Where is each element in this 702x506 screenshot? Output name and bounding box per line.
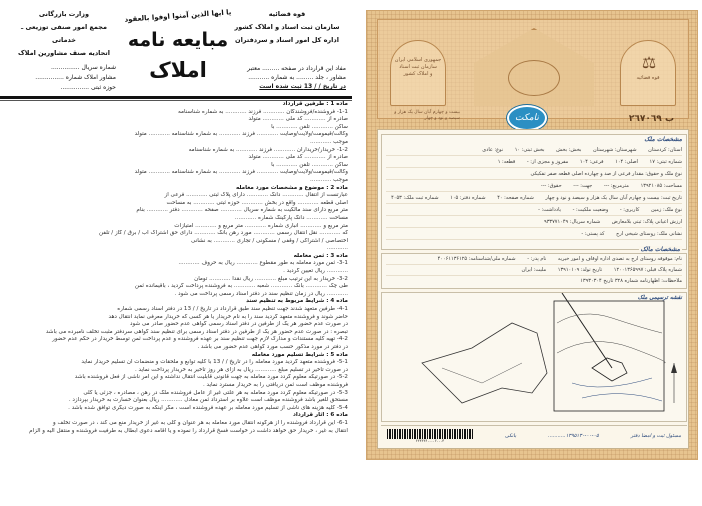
contract-line: متر مربع و ............ انباری شماره ............ متر مربع و ............ امتیازات <box>174 222 348 229</box>
contract-line: 3-1- ثمن مورد معامله به طور مقطوع ............ ریال به حروف ............ <box>178 260 348 267</box>
contract-line: 5-2- در صورتیکه معلوم گردد مورد معامله به جهت قانونی قابلیت انتقال نداشته و این امر ناشی از فعل فروشنده باشد <box>74 374 348 381</box>
contract-line: 3-2- خریدار به این ترتیب مبلغ ............ ریال نقدا ............ تومان <box>194 275 348 282</box>
contract-header <box>0 0 352 96</box>
deed-ornamental-header <box>377 19 689 124</box>
property-info-box <box>381 134 687 250</box>
property-row: ارزش اعیانی پلاک: ثبتی بلامعارض شماره سریال: ۹۳۳۷۷۱۰۴۹ <box>386 219 682 228</box>
contract-line: انتقال به غیر ، خریدار حق خواهد داشت در خواست فسخ قرارداد را نموده و یا اقامه دعوی ابطال به طرفیت فروشنده و منتقل الیه و الزام <box>29 427 348 434</box>
contract-line: مستحق للغیر باشد فروشنده موظف است علاوه بر استرداد ثمن معادل ............ ریال بعنوان خسارت به خریدار بپردازد . <box>68 397 348 404</box>
contract-line: صادره از ............ کد ملی ............ متولد <box>248 154 348 161</box>
registry-zone-field[interactable]: حوزه ثبتی ............... <box>60 84 116 91</box>
deed-content <box>377 129 689 449</box>
contract-line: ............ <box>326 245 348 252</box>
property-map-box <box>381 292 687 422</box>
contract-line: 4-2- تهیه کلیه مستندات و مدارک لازم جهت تنظیم سند بر عهده فروشنده و عدم پرداخت ثمن توسط خریدار در حکم عدم حضور <box>52 336 348 343</box>
crest-medallion <box>508 60 560 96</box>
serial-number-field[interactable]: شماره سریال ............... <box>51 64 116 71</box>
contract-line: 1-2- خریدار/خریداران ............ فرزند ............ به شماره شناسنامه <box>188 146 348 153</box>
contract-line: 4-1- طرفین متعهد شدند جهت تنظیم سند طبق قرارداد در تاریخ / / 13 در دفتر اسناد رسمی شماره <box>117 306 348 313</box>
ministry-line: وزارت بازرگانی <box>38 10 90 18</box>
contract-line: که ............ نقل انتقال رسمی ............ مورد رهن بانک ............ دارای حق اشتراک آب / برق / گاز / تلفن <box>99 230 348 237</box>
ministry-header-block <box>8 8 120 60</box>
right-arch-line: قوه قضائیه <box>636 75 660 81</box>
contract-line: در صورت عدم حضور هر یک از طرفین در دفتر اسناد رسمی گواهی عدم حضور صادر می شود <box>130 321 348 328</box>
contract-line: طی چک ............ بانک ............ شعبه ............ به فروشنده پرداخت گردید ، باقیمانده ثمن <box>134 283 348 290</box>
map-section-title: نقشه ترسیمی ملک <box>637 295 682 301</box>
owner-row: ملاحظات: اظهارنامه شماره ۳۲۸ تاریخ ۱۳۹۳۰۳۰۴ <box>580 278 682 284</box>
contract-line: حاضر شوند و فروشنده متعهد گردید سند را به نام خریدار یا هر کسی که خریدار معرفی نماید انتقال دهد <box>108 313 348 320</box>
article-heading: ماده 5 : شرایط تسلیم مورد معامله <box>251 351 348 358</box>
article-heading: ماده 1 : طرفین قرارداد <box>282 101 348 107</box>
contract-body <box>4 101 348 435</box>
property-row: نوع ملک و حقوق: مقدار فرعی از صد و چهارده اصلی قطعه صفر تفکیکی <box>386 171 682 180</box>
owner-info-box <box>381 246 687 289</box>
contract-line: ............ ریال تعیین گردید . <box>283 268 348 275</box>
contract-line: اختصاصی / اشتراکی / وقفی / مسکونی / تجاری ............ به نشانی <box>190 237 348 244</box>
contract-line: 5-3- در صورتیکه معلوم گردد مورد معامله به هر علتی غیر از عامل فروشنده ملک در رهن ، مصادره ، جزئی یا کلی <box>83 389 348 396</box>
contract-line: 5-4- کلیه هزینه های ناشی از تسلیم مورد معامله بر عهده فروشنده است ، مگر اینکه به صورت دیگری توافق شده باشد . <box>68 404 348 411</box>
contract-line: وکالت/قیمومت/ولایت/وصایت ............ فرزند ............ به شماره شناسنامه ............ متولد <box>134 131 348 138</box>
contract-line: موجب ............ <box>310 138 348 145</box>
contract-line: ساکن ............ تلفن ............ با <box>271 161 348 168</box>
contract-line: 1-1- فروشنده/فروشندگان ............ فرزند ............ به شماره شناسنامه <box>177 108 348 115</box>
barcode-number: ۲۲۳۶۳۶۰۰۰۰۶۰۰۰۳ <box>415 438 445 443</box>
contract-line: اصلی قطعه ............ واقع در بخش ............ حوزه ثبتی ............ به مساحت <box>166 199 348 206</box>
deed-seal: نامکت <box>507 105 547 131</box>
article-heading: ماده 2 : موضوع و مشخصات مورد معامله <box>235 184 348 191</box>
contract-subtitle: املاک <box>149 58 207 82</box>
property-row: نوع ملک: زمین کاربری: - وضعیت ملکیت: - یادداشت: - <box>386 207 682 216</box>
meta-date-line: در تاریخ / / 13 ثبت شده است <box>259 83 346 90</box>
left-arch-panel <box>390 40 446 106</box>
notary-office-line: اداره کل امور اسناد و سردفتران <box>235 36 339 44</box>
left-arch-line: جمهوری اسلامی ایران <box>394 57 442 63</box>
serial-value: ٢٦٧٠٦٩ <box>628 114 662 124</box>
left-arch-line: و املاک کشور <box>403 71 433 77</box>
property-row: مساحت: ۱۳۹۲۱۰۸۵ مترمربع: --- جهت: --- حقوق: --- <box>386 183 682 192</box>
meta-volume-line: مشاور ، جلد ......... به شماره ........... <box>248 74 346 81</box>
property-row: شماره ثبتی: ۱۷ اصلی: ۱۰۴ فرعی: ۱۰۴ مفروز و مجزی از: - قطعه: ۱ <box>386 159 682 168</box>
serial-prefix: ب <box>664 114 674 124</box>
contract-line: مساحت ............ دانگ پارکینگ شماره ............ <box>234 214 348 221</box>
contract-line: در صورت تاخیر در تسلیم مبلغ ............ ریال به ازای هر روز تاخیر به خریدار پرداخت نماید . <box>134 366 348 373</box>
contract-line: ............ ریال در زمان تنظیم سند در دفتر اسناد رسمی پرداخت می شود . <box>174 290 348 297</box>
property-map-drawing <box>382 293 688 423</box>
judiciary-line: قوه قضائیه <box>268 10 306 18</box>
contract-line: 5-1- فروشنده متعهد گردید مورد معامله را در تاریخ / / 13 با کلیه توابع و ملحقات و منضمات آن تسلیم خریدار نماید <box>81 359 348 366</box>
property-row: تاریخ ثبت: بیست و چهارم آبان سال یک هزار و سیصد و نود و چهار شماره صفحه: ۴۰ شماره دفتر: ۱۰۵ شماره ثبت ملک: ۴۰۵۳ <box>386 195 682 204</box>
article-heading: ماده 3 : ثمن معامله <box>293 252 348 259</box>
property-section-title: مشخصات ملک <box>644 136 682 143</box>
property-row: نشانی ملک: روستای شیخی ارج کد پستی: - <box>386 231 682 240</box>
registry-org-line: سازمان ثبت اسناد و املاک کشور <box>234 23 340 31</box>
barcode-icon <box>387 429 473 439</box>
left-arch-line: سازمان ثبت اسناد <box>399 64 437 70</box>
article-heading: ماده 4 : شرایط مربوط به تنظیم سند <box>246 298 348 305</box>
registration-meta <box>196 64 346 91</box>
contract-title: مبایعه نامه <box>127 29 229 51</box>
realtor-union-line: اتحادیه صنف مشاورین املاک <box>18 49 110 57</box>
property-title-deed <box>366 10 698 460</box>
owner-row: نام: موقوفه روستای ارج به تصدی اداره اوقاف و امور خیریه نام پدر: - شماره ملی/شناسنامه: ۴۰۰۶۱۱۳۶۱۲۵ <box>386 256 682 265</box>
deed-serial-number <box>629 114 674 124</box>
contract-line: وکالت/قیمومت/ولایت/وصایت ............ فرزند ............ به شماره شناسنامه ............ متولد <box>134 169 348 176</box>
barcode <box>387 429 473 443</box>
stamp-label: بانکی <box>504 432 517 439</box>
article-heading: ماده 6 : آثار قرارداد <box>293 412 348 419</box>
guild-assembly-line: مجمع امور صنفی توزیعی ـ خدماتی <box>21 23 107 44</box>
judiciary-header-block <box>228 8 346 47</box>
registrar-signature-label: مسئول ثبت و امضا دفتر <box>630 432 681 439</box>
contract-line: در دفتر در مورد مذکور حسب مورد گواهی عدم حضور می باشد . <box>197 344 348 350</box>
right-arch-panel <box>620 40 676 106</box>
contract-line: 6-1- این قرارداد فروشنده را از هرگونه انتقال مورد معامله به هر عنوان و کلی به غیر از خریدار منع می کند ، در صورت تخلف و <box>53 419 348 426</box>
deed-footer <box>381 425 687 445</box>
owner-row: شماره پلاک قبلی: ۱۲۰۰۱۳۶۵۹۹۷ تاریخ تولد: ۱۳۹۱۰۱۰۹ ملیت: ایران <box>386 267 682 276</box>
issue-date-note: بیست و چهارم آبان سال یک هزار و سیصد و نود و چهار <box>394 110 460 121</box>
footer-code: ۱۳۹۵۱۳۰-۰۰-۰۵........... <box>548 432 599 439</box>
quran-motto: یا ایها الذین آمنوا اوفوا بالعقود <box>124 8 232 24</box>
contract-line: موجب ............ <box>310 176 348 183</box>
contract-line: عبارتست از انتقال ............ دانگ ............ دارای پلاک ثبتی ............ فرعی از <box>164 192 348 199</box>
justice-scales-icon: ⚖ <box>641 53 657 72</box>
contract-line: ساکن ............ تلفن ............ با <box>271 123 348 130</box>
contract-line: تبصره : در صورت عدم حضور هر یک از طرفین در دفتر اسناد رسمی برای تنظیم سند گواهی سردفتر مثبت تخلف نامبرده می باشد <box>45 328 348 335</box>
serial-meta <box>8 63 116 93</box>
header-divider <box>0 96 352 99</box>
meta-page-line: مفاد این قرارداد در صفحه ......... معتبر <box>247 65 346 72</box>
contract-line: متر مربع دارای سند مالکیت به شماره سریال ............ صفحه ............ دفتر ............ بنام <box>136 207 348 214</box>
property-row: استان: کردستان شهرستان: شهرستان بخش: بخش بخش ثبتی: ۱۰ نوع: عادی <box>386 147 682 156</box>
agency-number-field[interactable]: مشاور املاک شماره ............... <box>35 74 116 81</box>
owner-section-title: مشخصات مالک <box>640 246 680 253</box>
contract-line: فروشنده موظف است ثمن دریافتی را به خریدار مسترد نماید . <box>203 381 348 388</box>
contract-line: صادره از ............ کد ملی ............ متولد <box>248 116 348 123</box>
